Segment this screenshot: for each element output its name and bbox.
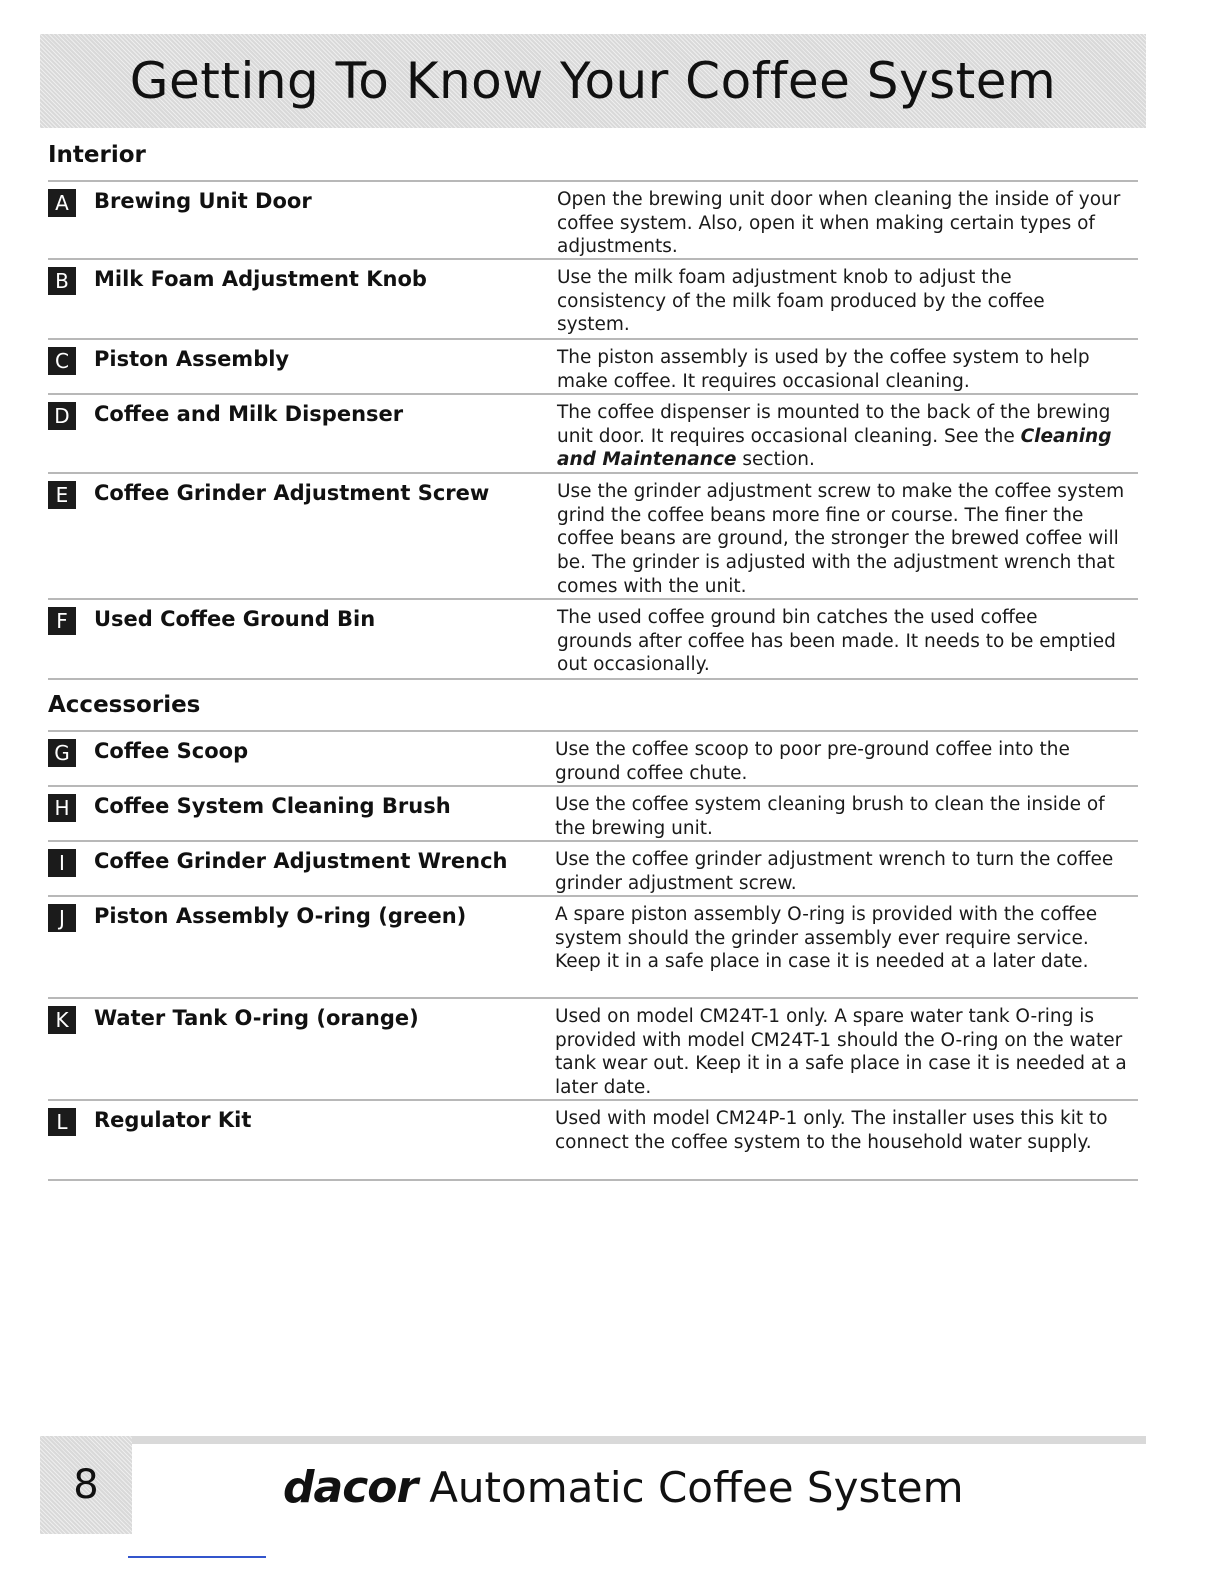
item-description: Use the coffee grinder adjustment wrench to turn the coffee grinder adjustment screw. [555,849,1114,894]
item-name: Coffee and Milk Dispenser [94,402,404,426]
item-letter-badge: B [48,267,76,295]
item-name: Piston Assembly [94,347,290,371]
item-description: The piston assembly is used by the coffee system to help make coffee. It requires occasional cleaning. [557,347,1090,392]
table-row [48,840,1138,895]
table-row [48,1099,1138,1181]
item-name: Water Tank O-ring (orange) [94,1006,419,1030]
item-letter-badge: H [48,794,76,822]
dacor-logo: dacor [283,1462,418,1513]
footer-brand [283,1462,964,1513]
item-name: Coffee Grinder Adjustment Wrench [94,849,508,873]
item-name: Brewing Unit Door [94,189,312,213]
item-description: Used on model CM24T-1 only. A spare water tank O-ring is provided with model CM24T-1 should the O-ring on the water tank wear out. Keep it in a safe place in case it is needed at a later date. [555,1006,1127,1099]
cleaning-maintenance-reference: Cleaning and Maintenance [557,425,1112,471]
item-name: Coffee Grinder Adjustment Screw [94,481,490,505]
item-letter-badge: G [48,739,76,767]
footer-rule [132,1436,1146,1444]
item-description: Use the grinder adjustment screw to make the coffee system grind the coffee beans more fine or course. The finer the coffee beans are ground, the stronger the brewed coffee will be. The grinder is adjusted with the adjustment wrench that comes with the unit. [557,481,1125,597]
item-letter-badge: C [48,347,76,375]
interior-table [48,180,1138,680]
item-name: Coffee System Cleaning Brush [94,794,451,818]
item-letter-badge: A [48,189,76,217]
item-letter-badge: L [48,1108,76,1136]
item-letter-badge: J [48,904,76,932]
table-row [48,258,1138,338]
item-description: Open the brewing unit door when cleaning the inside of your coffee system. Also, open it when making certain types of adjustments. [557,189,1121,258]
table-row [48,997,1138,1099]
accessories-heading: Accessories [48,692,201,718]
item-letter-badge: I [48,849,76,877]
product-title: Automatic Coffee System [429,1463,964,1512]
item-name: Used Coffee Ground Bin [94,607,376,631]
item-description [557,401,1117,472]
item-letter-badge: D [48,402,76,430]
item-letter-badge: K [48,1006,76,1034]
item-description: Use the milk foam adjustment knob to adjust the consistency of the milk foam produced by the coffee system. [557,267,1045,336]
table-row [48,895,1138,997]
table-row [48,393,1138,472]
table-row [48,785,1138,840]
item-name: Coffee Scoop [94,739,249,763]
table-row [48,338,1138,393]
table-row [48,472,1138,598]
page-number-block [40,1436,132,1534]
item-description-text: The coffee dispenser is mounted to the back of the brewing unit door. It requires occasional cleaning. See the [557,402,1111,447]
item-name: Piston Assembly O-ring (green) [94,904,467,928]
item-name: Milk Foam Adjustment Knob [94,267,427,291]
item-description: Use the coffee system cleaning brush to clean the inside of the brewing unit. [555,794,1105,839]
item-description: Use the coffee scoop to poor pre-ground coffee into the ground coffee chute. [555,739,1070,784]
page-title: Getting To Know Your Coffee System [129,52,1057,110]
item-description: The used coffee ground bin catches the used coffee grounds after coffee has been made. It needs to be emptied out occasionally. [557,607,1116,676]
table-row [48,730,1138,785]
item-description: A spare piston assembly O-ring is provided with the coffee system should the grinder assembly ever require service. Keep it in a safe place in case it is needed at a later date. [555,904,1098,973]
table-row [48,180,1138,258]
item-letter-badge: F [48,607,76,635]
table-row [48,598,1138,680]
item-letter-badge: E [48,481,76,509]
blue-underline [128,1556,266,1558]
item-description: Used with model CM24P-1 only. The installer uses this kit to connect the coffee system to the household water supply. [555,1108,1108,1153]
accessories-table [48,730,1138,1181]
page-number: 8 [73,1462,99,1508]
title-band [40,34,1146,128]
item-description-text-end: section. [736,449,815,471]
item-name: Regulator Kit [94,1108,252,1132]
interior-heading: Interior [48,142,146,168]
